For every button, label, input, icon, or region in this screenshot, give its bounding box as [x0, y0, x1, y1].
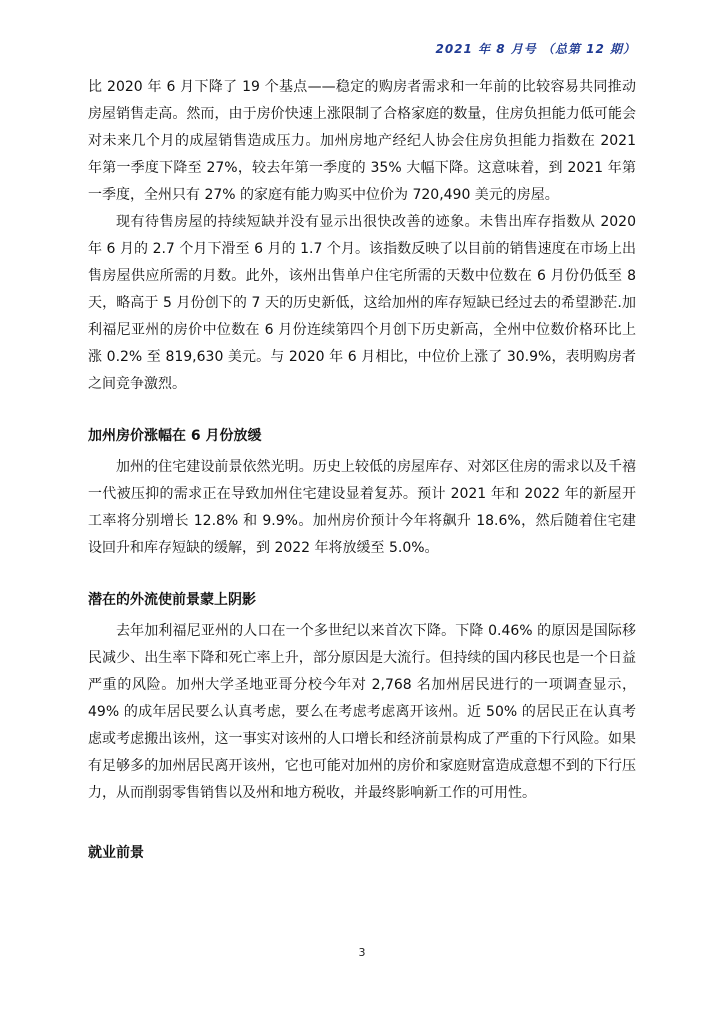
section-heading-outflow: 潜在的外流使前景蒙上阴影	[88, 592, 256, 608]
paragraph-affordability: 比 2020 年 6 月下降了 19 个基点——稳定的购房者需求和一年前的比较容易共同推动房屋销售走高。然而，由于房价快速上涨限制了合格家庭的数量，住房负担能力低可能会对未来几个月的成屋销售造成压力。加州房地产经纪人协会住房负担能力指数在 2021 年第一季度下降至 27%，较去年第一季度的 35% 大幅下降。这意味着，到 2021 年第一季度，全州只有 27% 的家庭有能力购买中位价为 720,490 美元的房屋。	[88, 79, 636, 203]
issue-header: 2021 年 8 月号 （总第 12 期）	[435, 42, 636, 56]
section-heading-employment: 就业前景	[88, 845, 144, 861]
paragraph-population: 去年加利福尼亚州的人口在一个多世纪以来首次下降。下降 0.46% 的原因是国际移民减少、出生率下降和死亡率上升，部分原因是大流行。但持续的国内移民也是一个日益严重的风险。加州大学圣地亚哥分校今年对 2,768 名加州居民进行的一项调查显示，49% 的成年居民要么认真考虑，要么在考虑考虑离开该州。近 50% 的居民正在认真考虑或考虑搬出该州，这一事实对该州的人口增长和经济前景构成了严重的下行风险。如果有足够多的加州居民离开该州，它也可能对加州的房价和家庭财富造成意想不到的下行压力，从而削弱零售销售以及州和地方税收，并最终影响新工作的可用性。	[88, 623, 636, 801]
paragraph-inventory: 现有待售房屋的持续短缺并没有显示出很快改善的迹象。未售出库存指数从 2020 年 6 月的 2.7 个月下滑至 6 月的 1.7 个月。该指数反映了以目前的销售速度在市场上出售房屋供应所需的月数。此外，该州出售单户住宅所需的天数中位数在 6 月份仍低至 8 天，略高于 5 月份创下的 7 天的历史新低，这给加州的库存短缺已经过去的希望渺茫.加利福尼亚州的房价中位数在 6 月份连续第四个月创下历史新高，全州中位数价格环比上涨 0.2% 至 819,630 美元。与 2020 年 6 月相比，中位价上涨了 30.9%，表明购房者之间竞争激烈。	[88, 214, 636, 392]
page-number: 3	[358, 946, 366, 959]
article-body	[88, 74, 636, 867]
section-heading-price-growth: 加州房价涨幅在 6 月份放缓	[88, 428, 262, 444]
paragraph-construction: 加州的住宅建设前景依然光明。历史上较低的房屋库存、对郊区住房的需求以及千禧一代被压抑的需求正在导致加州住宅建设显着复苏。预计 2021 年和 2022 年的新屋开工率将分别增长 12.8% 和 9.9%。加州房价预计今年将飙升 18.6%，然后随着住宅建设回升和库存短缺的缓解，到 2022 年将放缓至 5.0%。	[88, 459, 636, 556]
